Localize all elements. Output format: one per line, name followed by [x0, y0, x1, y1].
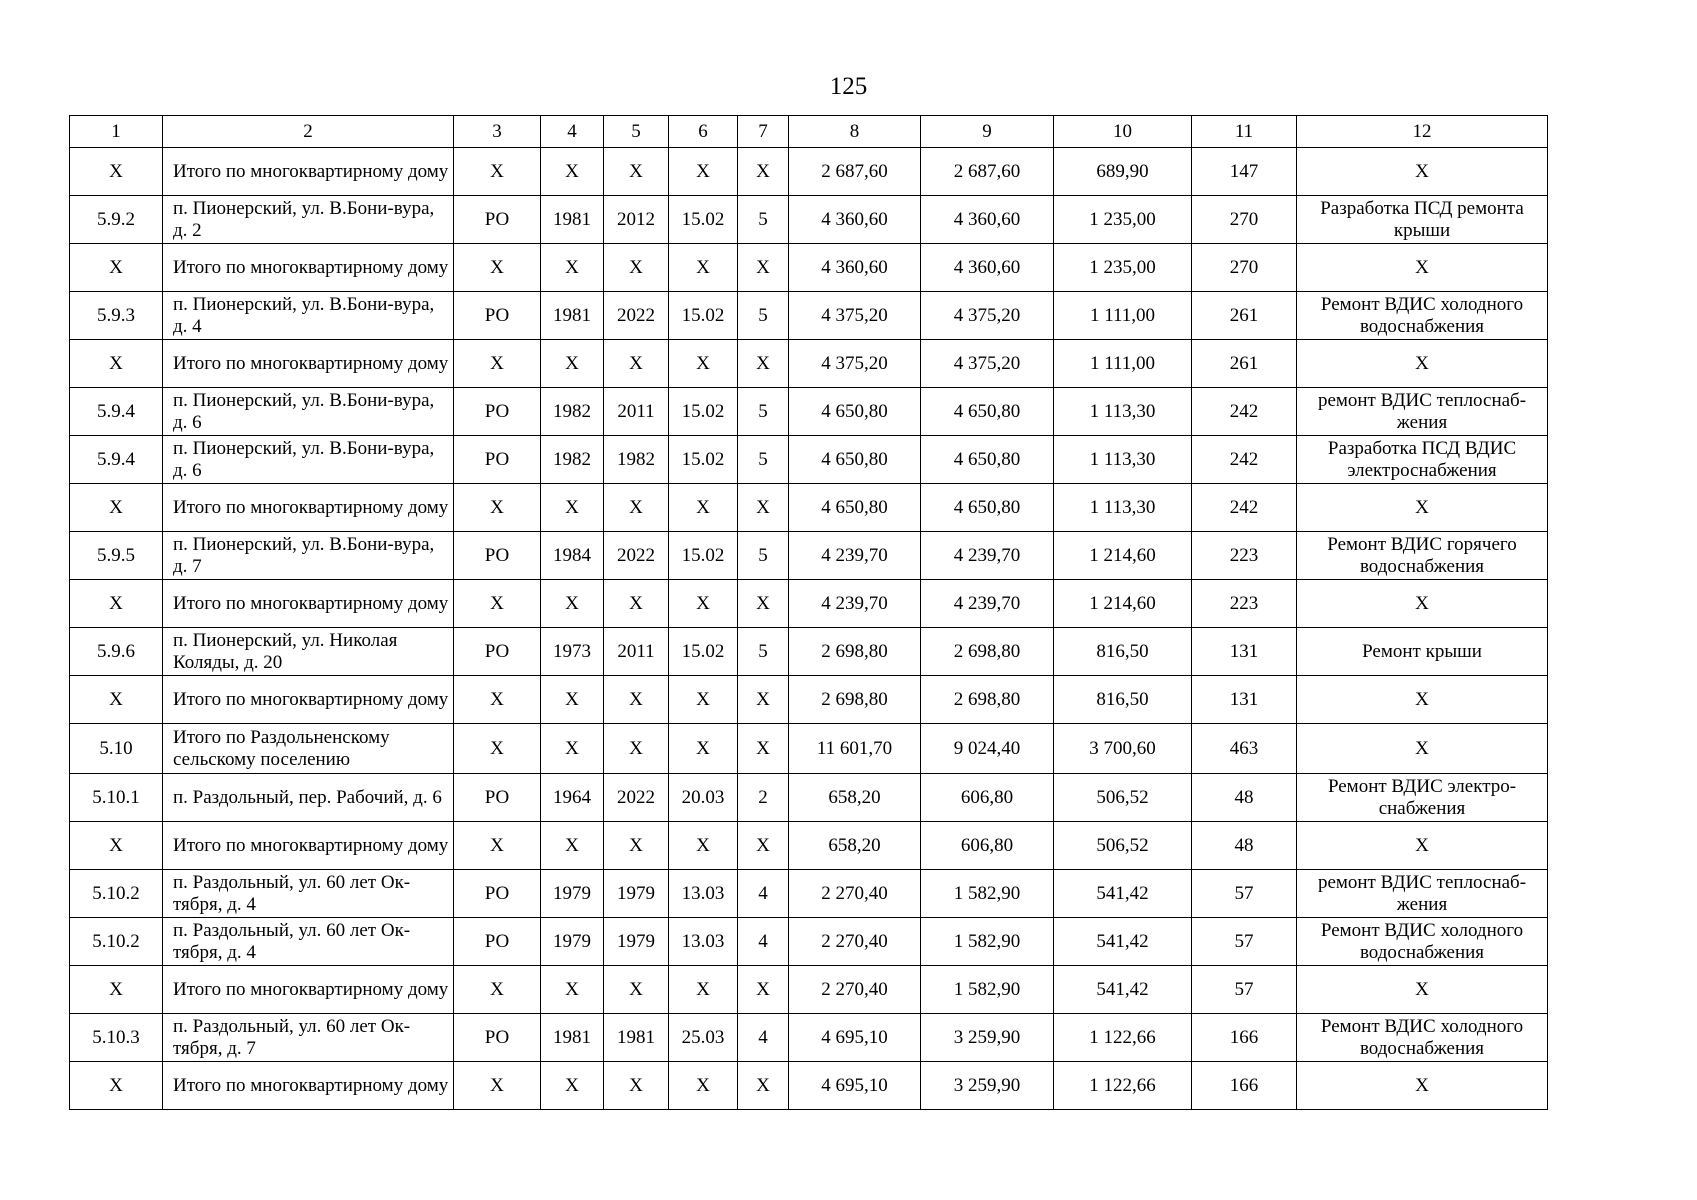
year-repair-cell: 1979	[604, 870, 669, 918]
row-number-cell: X	[70, 676, 163, 724]
area-cell: 3 700,60	[1054, 724, 1192, 774]
living-area-cell: 1 582,90	[921, 966, 1054, 1014]
header-cell: 6	[669, 116, 738, 148]
row-number-cell: 5.9.5	[70, 532, 163, 580]
year-repair-cell: 1982	[604, 436, 669, 484]
header-cell: 12	[1297, 116, 1548, 148]
living-area-cell: 4 360,60	[921, 196, 1054, 244]
residents-cell: 57	[1192, 918, 1297, 966]
table-row	[70, 580, 1548, 628]
address-cell: Итого по многоквартирному дому	[163, 966, 454, 1014]
residents-cell: 131	[1192, 628, 1297, 676]
address-cell: п. Раздольный, пер. Рабочий, д. 6	[163, 774, 454, 822]
year-repair-cell: X	[604, 580, 669, 628]
floors-cell: 5	[738, 388, 789, 436]
type-cell: РО	[454, 388, 541, 436]
header-cell: 7	[738, 116, 789, 148]
code-cell: X	[669, 724, 738, 774]
address-cell: Итого по многоквартирному дому	[163, 822, 454, 870]
residents-cell: 223	[1192, 532, 1297, 580]
address-cell: Итого по многоквартирному дому	[163, 676, 454, 724]
total-area-cell: 4 239,70	[789, 532, 921, 580]
residents-cell: 48	[1192, 822, 1297, 870]
table-row	[70, 1062, 1548, 1110]
code-cell: 13.03	[669, 918, 738, 966]
row-number-cell: X	[70, 148, 163, 196]
code-cell: X	[669, 676, 738, 724]
total-area-cell: 2 270,40	[789, 918, 921, 966]
total-area-cell: 658,20	[789, 822, 921, 870]
row-number-cell: X	[70, 1062, 163, 1110]
total-area-cell: 4 360,60	[789, 244, 921, 292]
address-cell: п. Пионерский, ул. В.Бони-вура, д. 4	[163, 292, 454, 340]
living-area-cell: 4 375,20	[921, 292, 1054, 340]
total-area-cell: 4 360,60	[789, 196, 921, 244]
year-repair-cell: X	[604, 244, 669, 292]
area-cell: 1 113,30	[1054, 436, 1192, 484]
code-cell: 15.02	[669, 388, 738, 436]
floors-cell: 5	[738, 436, 789, 484]
work-type-cell: Ремонт ВДИС холодного водоснабжения	[1297, 1014, 1548, 1062]
floors-cell: 4	[738, 870, 789, 918]
type-cell: РО	[454, 292, 541, 340]
work-type-cell: Разработка ПСД ремонта крыши	[1297, 196, 1548, 244]
work-type-cell: X	[1297, 1062, 1548, 1110]
living-area-cell: 4 360,60	[921, 244, 1054, 292]
floors-cell: X	[738, 724, 789, 774]
address-cell: п. Раздольный, ул. 60 лет Ок-тября, д. 4	[163, 870, 454, 918]
address-cell: п. Пионерский, ул. В.Бони-вура, д. 2	[163, 196, 454, 244]
work-type-cell: Ремонт ВДИС холодного водоснабжения	[1297, 292, 1548, 340]
code-cell: 15.02	[669, 436, 738, 484]
work-type-cell: X	[1297, 676, 1548, 724]
area-cell: 1 122,66	[1054, 1062, 1192, 1110]
floors-cell: X	[738, 340, 789, 388]
table-row	[70, 822, 1548, 870]
address-cell: Итого по многоквартирному дому	[163, 340, 454, 388]
total-area-cell: 2 687,60	[789, 148, 921, 196]
living-area-cell: 4 650,80	[921, 388, 1054, 436]
year-repair-cell: 2012	[604, 196, 669, 244]
header-cell: 3	[454, 116, 541, 148]
work-type-cell: ремонт ВДИС теплоснаб-жения	[1297, 388, 1548, 436]
code-cell: 20.03	[669, 774, 738, 822]
living-area-cell: 9 024,40	[921, 724, 1054, 774]
header-row	[70, 116, 1548, 148]
row-number-cell: X	[70, 244, 163, 292]
year-built-cell: 1964	[541, 774, 604, 822]
address-cell: п. Раздольный, ул. 60 лет Ок-тября, д. 7	[163, 1014, 454, 1062]
type-cell: РО	[454, 436, 541, 484]
residents-cell: 270	[1192, 244, 1297, 292]
year-repair-cell: X	[604, 966, 669, 1014]
year-repair-cell: X	[604, 676, 669, 724]
total-area-cell: 4 695,10	[789, 1014, 921, 1062]
row-number-cell: 5.10.2	[70, 870, 163, 918]
area-cell: 1 235,00	[1054, 196, 1192, 244]
living-area-cell: 2 687,60	[921, 148, 1054, 196]
floors-cell: X	[738, 580, 789, 628]
total-area-cell: 2 270,40	[789, 966, 921, 1014]
table-row	[70, 1014, 1548, 1062]
row-number-cell: X	[70, 580, 163, 628]
area-cell: 1 113,30	[1054, 388, 1192, 436]
header-cell: 10	[1054, 116, 1192, 148]
year-repair-cell: X	[604, 340, 669, 388]
header-cell: 5	[604, 116, 669, 148]
year-built-cell: X	[541, 676, 604, 724]
work-type-cell: X	[1297, 340, 1548, 388]
table-row	[70, 676, 1548, 724]
area-cell: 1 122,66	[1054, 1014, 1192, 1062]
floors-cell: 5	[738, 292, 789, 340]
address-cell: п. Раздольный, ул. 60 лет Ок-тября, д. 4	[163, 918, 454, 966]
year-repair-cell: 2011	[604, 388, 669, 436]
work-type-cell: X	[1297, 724, 1548, 774]
work-type-cell: Ремонт ВДИС горячего водоснабжения	[1297, 532, 1548, 580]
type-cell: РО	[454, 918, 541, 966]
living-area-cell: 1 582,90	[921, 918, 1054, 966]
living-area-cell: 3 259,90	[921, 1014, 1054, 1062]
address-cell: п. Пионерский, ул. В.Бони-вура, д. 6	[163, 388, 454, 436]
row-number-cell: X	[70, 484, 163, 532]
total-area-cell: 4 650,80	[789, 388, 921, 436]
work-type-cell: Разработка ПСД ВДИС электроснабжения	[1297, 436, 1548, 484]
address-cell: п. Пионерский, ул. В.Бони-вура, д. 6	[163, 436, 454, 484]
year-built-cell: 1979	[541, 870, 604, 918]
year-built-cell: 1982	[541, 436, 604, 484]
row-number-cell: X	[70, 966, 163, 1014]
header-cell: 9	[921, 116, 1054, 148]
year-built-cell: X	[541, 484, 604, 532]
work-type-cell: ремонт ВДИС теплоснаб-жения	[1297, 870, 1548, 918]
area-cell: 816,50	[1054, 628, 1192, 676]
total-area-cell: 4 375,20	[789, 292, 921, 340]
living-area-cell: 4 650,80	[921, 484, 1054, 532]
year-built-cell: 1982	[541, 388, 604, 436]
table-row	[70, 436, 1548, 484]
row-number-cell: 5.9.6	[70, 628, 163, 676]
year-repair-cell: 2011	[604, 628, 669, 676]
floors-cell: 2	[738, 774, 789, 822]
type-cell: РО	[454, 774, 541, 822]
year-built-cell: X	[541, 340, 604, 388]
residents-cell: 242	[1192, 388, 1297, 436]
year-built-cell: X	[541, 966, 604, 1014]
living-area-cell: 606,80	[921, 822, 1054, 870]
code-cell: X	[669, 340, 738, 388]
living-area-cell: 606,80	[921, 774, 1054, 822]
total-area-cell: 11 601,70	[789, 724, 921, 774]
code-cell: X	[669, 580, 738, 628]
code-cell: 15.02	[669, 532, 738, 580]
code-cell: X	[669, 1062, 738, 1110]
page-number: 125	[829, 73, 868, 100]
type-cell: X	[454, 676, 541, 724]
year-built-cell: 1981	[541, 292, 604, 340]
code-cell: X	[669, 966, 738, 1014]
residents-cell: 270	[1192, 196, 1297, 244]
year-repair-cell: X	[604, 1062, 669, 1110]
type-cell: РО	[454, 628, 541, 676]
living-area-cell: 2 698,80	[921, 628, 1054, 676]
table-row	[70, 966, 1548, 1014]
type-cell: X	[454, 724, 541, 774]
address-cell: п. Пионерский, ул. Николая Коляды, д. 20	[163, 628, 454, 676]
row-number-cell: 5.9.2	[70, 196, 163, 244]
floors-cell: X	[738, 1062, 789, 1110]
residents-cell: 57	[1192, 870, 1297, 918]
work-type-cell: X	[1297, 580, 1548, 628]
year-repair-cell: 2022	[604, 292, 669, 340]
residents-cell: 57	[1192, 966, 1297, 1014]
year-built-cell: X	[541, 244, 604, 292]
residents-cell: 242	[1192, 436, 1297, 484]
table-row	[70, 774, 1548, 822]
type-cell: РО	[454, 532, 541, 580]
table-body	[70, 116, 1548, 1110]
row-number-cell: 5.10.3	[70, 1014, 163, 1062]
row-number-cell: X	[70, 340, 163, 388]
area-cell: 1 235,00	[1054, 244, 1192, 292]
floors-cell: 4	[738, 918, 789, 966]
data-table	[69, 115, 1548, 1110]
area-cell: 1 214,60	[1054, 532, 1192, 580]
work-type-cell: X	[1297, 148, 1548, 196]
code-cell: 25.03	[669, 1014, 738, 1062]
area-cell: 1 113,30	[1054, 484, 1192, 532]
floors-cell: X	[738, 822, 789, 870]
table-row	[70, 340, 1548, 388]
year-repair-cell: 2022	[604, 774, 669, 822]
year-repair-cell: X	[604, 724, 669, 774]
type-cell: X	[454, 244, 541, 292]
living-area-cell: 4 239,70	[921, 580, 1054, 628]
table-row	[70, 388, 1548, 436]
year-built-cell: 1979	[541, 918, 604, 966]
year-built-cell: X	[541, 822, 604, 870]
residents-cell: 48	[1192, 774, 1297, 822]
row-number-cell: 5.9.4	[70, 388, 163, 436]
living-area-cell: 1 582,90	[921, 870, 1054, 918]
total-area-cell: 2 698,80	[789, 676, 921, 724]
year-built-cell: X	[541, 724, 604, 774]
table-row	[70, 724, 1548, 774]
floors-cell: X	[738, 676, 789, 724]
residents-cell: 166	[1192, 1014, 1297, 1062]
row-number-cell: 5.10.2	[70, 918, 163, 966]
year-built-cell: X	[541, 1062, 604, 1110]
floors-cell: X	[738, 148, 789, 196]
floors-cell: 4	[738, 1014, 789, 1062]
living-area-cell: 4 239,70	[921, 532, 1054, 580]
row-number-cell: 5.10	[70, 724, 163, 774]
address-cell: п. Пионерский, ул. В.Бони-вура, д. 7	[163, 532, 454, 580]
type-cell: X	[454, 580, 541, 628]
header-cell: 11	[1192, 116, 1297, 148]
year-repair-cell: 1981	[604, 1014, 669, 1062]
year-built-cell: 1981	[541, 196, 604, 244]
header-cell: 2	[163, 116, 454, 148]
residents-cell: 261	[1192, 292, 1297, 340]
table-row	[70, 870, 1548, 918]
code-cell: 15.02	[669, 628, 738, 676]
total-area-cell: 658,20	[789, 774, 921, 822]
table-row	[70, 196, 1548, 244]
table-row	[70, 918, 1548, 966]
header-cell: 4	[541, 116, 604, 148]
year-built-cell: 1973	[541, 628, 604, 676]
year-repair-cell: X	[604, 148, 669, 196]
address-cell: Итого по многоквартирному дому	[163, 148, 454, 196]
table-row	[70, 148, 1548, 196]
year-built-cell: X	[541, 148, 604, 196]
type-cell: X	[454, 340, 541, 388]
area-cell: 541,42	[1054, 918, 1192, 966]
type-cell: РО	[454, 870, 541, 918]
area-cell: 506,52	[1054, 822, 1192, 870]
work-type-cell: X	[1297, 244, 1548, 292]
floors-cell: 5	[738, 196, 789, 244]
total-area-cell: 4 650,80	[789, 484, 921, 532]
living-area-cell: 3 259,90	[921, 1062, 1054, 1110]
floors-cell: 5	[738, 628, 789, 676]
year-built-cell: 1984	[541, 532, 604, 580]
header-cell: 8	[789, 116, 921, 148]
total-area-cell: 4 695,10	[789, 1062, 921, 1110]
table-row	[70, 292, 1548, 340]
residents-cell: 463	[1192, 724, 1297, 774]
address-cell: Итого по многоквартирному дому	[163, 244, 454, 292]
type-cell: РО	[454, 196, 541, 244]
living-area-cell: 2 698,80	[921, 676, 1054, 724]
work-type-cell: X	[1297, 822, 1548, 870]
area-cell: 816,50	[1054, 676, 1192, 724]
living-area-cell: 4 650,80	[921, 436, 1054, 484]
work-type-cell: Ремонт крыши	[1297, 628, 1548, 676]
area-cell: 541,42	[1054, 870, 1192, 918]
type-cell: X	[454, 484, 541, 532]
area-cell: 541,42	[1054, 966, 1192, 1014]
year-repair-cell: 1979	[604, 918, 669, 966]
code-cell: X	[669, 148, 738, 196]
residents-cell: 242	[1192, 484, 1297, 532]
code-cell: 15.02	[669, 196, 738, 244]
year-repair-cell: 2022	[604, 532, 669, 580]
residents-cell: 223	[1192, 580, 1297, 628]
living-area-cell: 4 375,20	[921, 340, 1054, 388]
type-cell: X	[454, 966, 541, 1014]
work-type-cell: Ремонт ВДИС холодного водоснабжения	[1297, 918, 1548, 966]
area-cell: 506,52	[1054, 774, 1192, 822]
residents-cell: 147	[1192, 148, 1297, 196]
address-cell: Итого по Раздольненскому сельскому поселению	[163, 724, 454, 774]
floors-cell: X	[738, 484, 789, 532]
floors-cell: X	[738, 966, 789, 1014]
residents-cell: 166	[1192, 1062, 1297, 1110]
table-row	[70, 628, 1548, 676]
type-cell: X	[454, 822, 541, 870]
table-row	[70, 532, 1548, 580]
code-cell: X	[669, 244, 738, 292]
residents-cell: 131	[1192, 676, 1297, 724]
year-built-cell: X	[541, 580, 604, 628]
code-cell: X	[669, 484, 738, 532]
code-cell: 13.03	[669, 870, 738, 918]
year-repair-cell: X	[604, 484, 669, 532]
total-area-cell: 2 270,40	[789, 870, 921, 918]
header-cell: 1	[70, 116, 163, 148]
table-row	[70, 484, 1548, 532]
total-area-cell: 4 650,80	[789, 436, 921, 484]
area-cell: 1 214,60	[1054, 580, 1192, 628]
address-cell: Итого по многоквартирному дому	[163, 1062, 454, 1110]
year-repair-cell: X	[604, 822, 669, 870]
address-cell: Итого по многоквартирному дому	[163, 484, 454, 532]
work-type-cell: X	[1297, 966, 1548, 1014]
residents-cell: 261	[1192, 340, 1297, 388]
year-built-cell: 1981	[541, 1014, 604, 1062]
work-type-cell: Ремонт ВДИС электро-снабжения	[1297, 774, 1548, 822]
code-cell: X	[669, 822, 738, 870]
type-cell: X	[454, 148, 541, 196]
address-cell: Итого по многоквартирному дому	[163, 580, 454, 628]
total-area-cell: 2 698,80	[789, 628, 921, 676]
type-cell: X	[454, 1062, 541, 1110]
area-cell: 1 111,00	[1054, 340, 1192, 388]
row-number-cell: 5.10.1	[70, 774, 163, 822]
work-type-cell: X	[1297, 484, 1548, 532]
table-row	[70, 244, 1548, 292]
floors-cell: X	[738, 244, 789, 292]
code-cell: 15.02	[669, 292, 738, 340]
total-area-cell: 4 375,20	[789, 340, 921, 388]
row-number-cell: 5.9.3	[70, 292, 163, 340]
area-cell: 689,90	[1054, 148, 1192, 196]
area-cell: 1 111,00	[1054, 292, 1192, 340]
row-number-cell: X	[70, 822, 163, 870]
type-cell: РО	[454, 1014, 541, 1062]
floors-cell: 5	[738, 532, 789, 580]
row-number-cell: 5.9.4	[70, 436, 163, 484]
total-area-cell: 4 239,70	[789, 580, 921, 628]
